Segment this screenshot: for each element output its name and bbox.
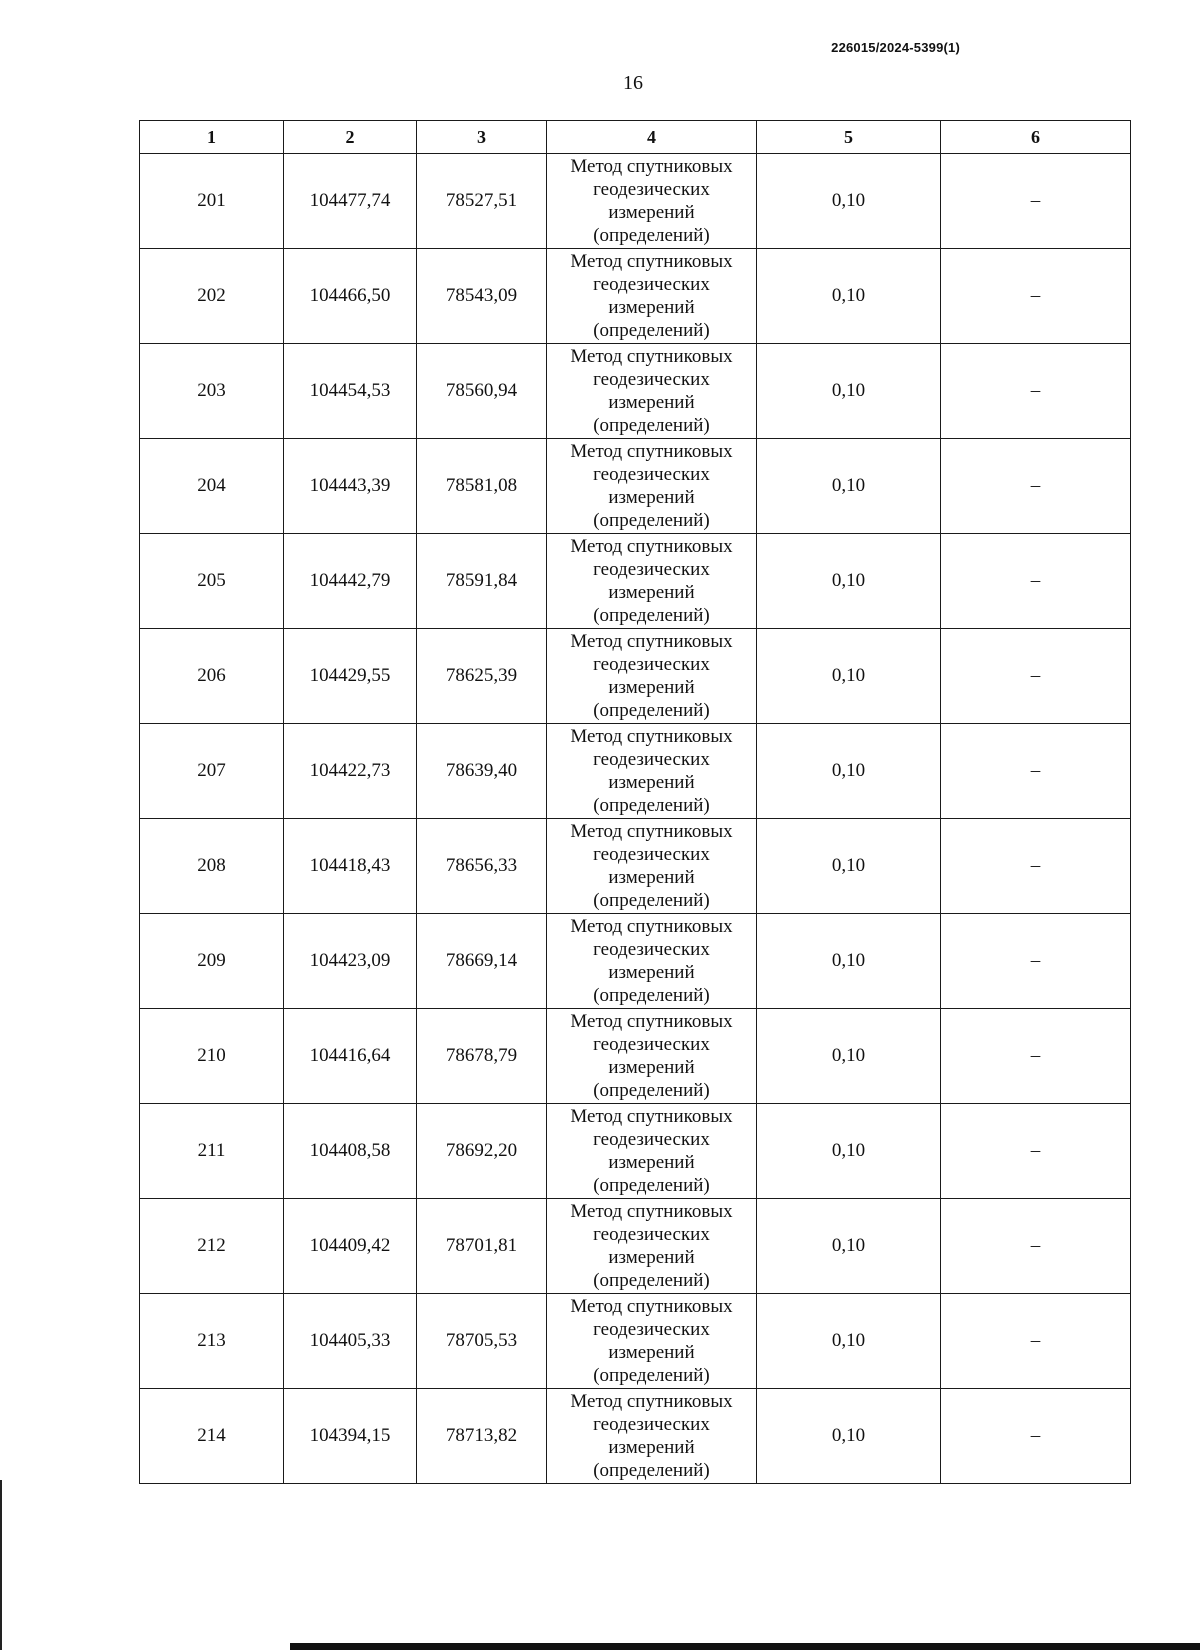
header-cell: 3 [417, 121, 547, 154]
table-row [140, 249, 1131, 344]
method-text-line: (определений) [593, 415, 710, 436]
accuracy-cell: 0,10 [757, 344, 941, 439]
point-number-cell: 202 [140, 249, 284, 344]
method-text-line: геодезических [593, 749, 710, 770]
point-number-cell: 204 [140, 439, 284, 534]
x-coordinate-cell: 104477,74 [284, 154, 417, 249]
method-text-line: Метод спутниковых [570, 251, 733, 272]
point-number-cell: 207 [140, 724, 284, 819]
note-cell: – [941, 1294, 1131, 1389]
table-row [140, 1104, 1131, 1199]
method-text-line: (определений) [593, 890, 710, 911]
x-coordinate-cell: 104442,79 [284, 534, 417, 629]
method-text-line: (определений) [593, 225, 710, 246]
method-cell [547, 914, 757, 1009]
note-cell: – [941, 819, 1131, 914]
note-cell: – [941, 1009, 1131, 1104]
point-number-cell: 213 [140, 1294, 284, 1389]
table-row [140, 914, 1131, 1009]
note-cell: – [941, 724, 1131, 819]
scan-bottom-bar [290, 1643, 1200, 1650]
note-cell: – [941, 154, 1131, 249]
method-text-line: Метод спутниковых [570, 1201, 733, 1222]
accuracy-cell: 0,10 [757, 1009, 941, 1104]
method-text-line: (определений) [593, 510, 710, 531]
note-cell: – [941, 534, 1131, 629]
method-cell [547, 819, 757, 914]
method-text-line: Метод спутниковых [570, 726, 733, 747]
method-text-line: (определений) [593, 1175, 710, 1196]
method-cell [547, 1199, 757, 1294]
method-text-line: (определений) [593, 605, 710, 626]
y-coordinate-cell: 78639,40 [417, 724, 547, 819]
method-text-line: геодезических [593, 939, 710, 960]
y-coordinate-cell: 78527,51 [417, 154, 547, 249]
method-text-line: геодезических [593, 369, 710, 390]
page-number: 16 [623, 72, 643, 94]
y-coordinate-cell: 78678,79 [417, 1009, 547, 1104]
y-coordinate-cell: 78656,33 [417, 819, 547, 914]
note-cell: – [941, 1389, 1131, 1484]
point-number-cell: 210 [140, 1009, 284, 1104]
method-text-line: измерений [608, 962, 695, 983]
x-coordinate-cell: 104416,64 [284, 1009, 417, 1104]
method-text-line: измерений [608, 867, 695, 888]
header-cell: 6 [941, 121, 1131, 154]
x-coordinate-cell: 104409,42 [284, 1199, 417, 1294]
header-cell: 1 [140, 121, 284, 154]
method-text-line: геодезических [593, 1129, 710, 1150]
method-text-line: измерений [608, 1437, 695, 1458]
table-row [140, 724, 1131, 819]
accuracy-cell: 0,10 [757, 154, 941, 249]
note-cell: – [941, 249, 1131, 344]
x-coordinate-cell: 104429,55 [284, 629, 417, 724]
method-cell [547, 1009, 757, 1104]
y-coordinate-cell: 78591,84 [417, 534, 547, 629]
method-cell [547, 1104, 757, 1199]
table-row [140, 534, 1131, 629]
y-coordinate-cell: 78701,81 [417, 1199, 547, 1294]
point-number-cell: 214 [140, 1389, 284, 1484]
method-cell [547, 534, 757, 629]
point-number-cell: 205 [140, 534, 284, 629]
method-text-line: Метод спутниковых [570, 1296, 733, 1317]
accuracy-cell: 0,10 [757, 629, 941, 724]
note-cell: – [941, 914, 1131, 1009]
table-row [140, 344, 1131, 439]
method-text-line: геодезических [593, 1319, 710, 1340]
method-text-line: геодезических [593, 1224, 710, 1245]
method-text-line: (определений) [593, 985, 710, 1006]
note-cell: – [941, 344, 1131, 439]
method-cell [547, 1294, 757, 1389]
y-coordinate-cell: 78713,82 [417, 1389, 547, 1484]
accuracy-cell: 0,10 [757, 439, 941, 534]
accuracy-cell: 0,10 [757, 819, 941, 914]
x-coordinate-cell: 104408,58 [284, 1104, 417, 1199]
accuracy-cell: 0,10 [757, 249, 941, 344]
method-cell [547, 724, 757, 819]
method-text-line: измерений [608, 202, 695, 223]
point-number-cell: 206 [140, 629, 284, 724]
table-row [140, 819, 1131, 914]
method-text-line: Метод спутниковых [570, 441, 733, 462]
note-cell: – [941, 1104, 1131, 1199]
method-text-line: Метод спутниковых [570, 916, 733, 937]
method-text-line: Метод спутниковых [570, 1391, 733, 1412]
method-text-line: измерений [608, 677, 695, 698]
y-coordinate-cell: 78692,20 [417, 1104, 547, 1199]
method-text-line: геодезических [593, 274, 710, 295]
method-text-line: измерений [608, 487, 695, 508]
note-cell: – [941, 1199, 1131, 1294]
x-coordinate-cell: 104423,09 [284, 914, 417, 1009]
method-text-line: измерений [608, 392, 695, 413]
point-number-cell: 211 [140, 1104, 284, 1199]
method-text-line: Метод спутниковых [570, 1106, 733, 1127]
method-text-line: измерений [608, 1152, 695, 1173]
table-row [140, 439, 1131, 534]
method-text-line: геодезических [593, 1034, 710, 1055]
point-number-cell: 203 [140, 344, 284, 439]
method-text-line: геодезических [593, 654, 710, 675]
method-text-line: геодезических [593, 464, 710, 485]
method-text-line: измерений [608, 297, 695, 318]
y-coordinate-cell: 78669,14 [417, 914, 547, 1009]
y-coordinate-cell: 78560,94 [417, 344, 547, 439]
table-row [140, 1294, 1131, 1389]
method-cell [547, 629, 757, 724]
method-text-line: (определений) [593, 795, 710, 816]
scan-edge-line [0, 1480, 2, 1650]
method-text-line: геодезических [593, 844, 710, 865]
method-text-line: Метод спутниковых [570, 821, 733, 842]
y-coordinate-cell: 78705,53 [417, 1294, 547, 1389]
method-cell [547, 344, 757, 439]
method-text-line: измерений [608, 582, 695, 603]
table-row [140, 1199, 1131, 1294]
accuracy-cell: 0,10 [757, 1104, 941, 1199]
accuracy-cell: 0,10 [757, 724, 941, 819]
method-text-line: (определений) [593, 320, 710, 341]
accuracy-cell: 0,10 [757, 1199, 941, 1294]
accuracy-cell: 0,10 [757, 534, 941, 629]
method-cell [547, 249, 757, 344]
method-text-line: измерений [608, 1057, 695, 1078]
method-text-line: Метод спутниковых [570, 346, 733, 367]
x-coordinate-cell: 104454,53 [284, 344, 417, 439]
method-text-line: Метод спутниковых [570, 1011, 733, 1032]
method-text-line: измерений [608, 1342, 695, 1363]
point-number-cell: 208 [140, 819, 284, 914]
header-cell: 4 [547, 121, 757, 154]
method-text-line: Метод спутниковых [570, 536, 733, 557]
method-text-line: (определений) [593, 1365, 710, 1386]
x-coordinate-cell: 104418,43 [284, 819, 417, 914]
x-coordinate-cell: 104443,39 [284, 439, 417, 534]
point-number-cell: 209 [140, 914, 284, 1009]
method-cell [547, 1389, 757, 1484]
note-cell: – [941, 629, 1131, 724]
note-cell: – [941, 439, 1131, 534]
method-text-line: Метод спутниковых [570, 156, 733, 177]
point-number-cell: 201 [140, 154, 284, 249]
table-row [140, 154, 1131, 249]
coordinates-table [139, 120, 1131, 1484]
point-number-cell: 212 [140, 1199, 284, 1294]
method-cell [547, 439, 757, 534]
method-text-line: (определений) [593, 700, 710, 721]
header-cell: 2 [284, 121, 417, 154]
y-coordinate-cell: 78625,39 [417, 629, 547, 724]
method-text-line: (определений) [593, 1270, 710, 1291]
y-coordinate-cell: 78581,08 [417, 439, 547, 534]
x-coordinate-cell: 104466,50 [284, 249, 417, 344]
table-row [140, 1389, 1131, 1484]
accuracy-cell: 0,10 [757, 1389, 941, 1484]
document-number: 226015/2024-5399(1) [831, 40, 960, 55]
table-row [140, 1009, 1131, 1104]
method-text-line: Метод спутниковых [570, 631, 733, 652]
method-text-line: (определений) [593, 1080, 710, 1101]
table-row [140, 629, 1131, 724]
x-coordinate-cell: 104405,33 [284, 1294, 417, 1389]
header-cell: 5 [757, 121, 941, 154]
method-text-line: измерений [608, 1247, 695, 1268]
method-text-line: измерений [608, 772, 695, 793]
method-text-line: (определений) [593, 1460, 710, 1481]
method-text-line: геодезических [593, 179, 710, 200]
accuracy-cell: 0,10 [757, 914, 941, 1009]
table-body [140, 154, 1131, 1484]
y-coordinate-cell: 78543,09 [417, 249, 547, 344]
table-header-row [140, 121, 1131, 154]
x-coordinate-cell: 104394,15 [284, 1389, 417, 1484]
method-text-line: геодезических [593, 1414, 710, 1435]
method-cell [547, 154, 757, 249]
method-text-line: геодезических [593, 559, 710, 580]
accuracy-cell: 0,10 [757, 1294, 941, 1389]
x-coordinate-cell: 104422,73 [284, 724, 417, 819]
